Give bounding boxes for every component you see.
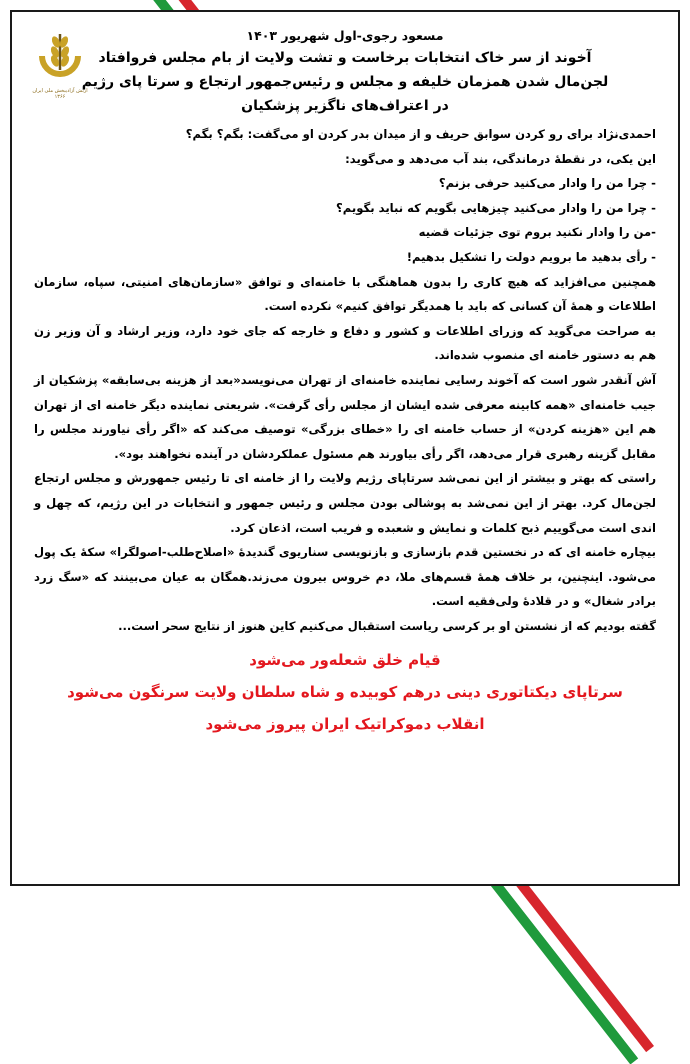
paragraph: راستی که بهتر و بیشتر از این نمی‌شد سرتاپای رژیم ولایت را از خامنه ای تا رئیس جمهورش و مجلس ارتجاع لجن‌مال کرد. بهتر از این نمی‌شد به پوشالی بودن مجلس و رئیس جمهور و انتخابات در این رژیم، که چهل و اندی است می‌گوییم ذبح کلمات و نمایش و شعبده و فریب است، اذعان کرد. [34, 471, 656, 535]
slogan-block [34, 644, 656, 740]
logo-year: ۱۳۶۶ [54, 94, 66, 100]
author-date: مسعود رجوی-اول شهریور ۱۴۰۳ [246, 28, 444, 43]
slogan-3: انقلاب دموکراتیک ایران پیروز می‌شود [205, 715, 485, 734]
quote-line: -من را وادار نکنید بروم توی جزئیات قضیه [418, 225, 656, 240]
paragraph: آش آنقدر شور است که آخوند رسایی نماینده خامنه‌ای از تهران می‌نویسد«بعد از هزینه بی‌سابقه» پزشکیان از جیب خامنه‌ای «همه کابینه معرفی شده ایشان از مجلس رأی گرفت». شریعتی نماینده دیگر خامنه ای از تهران هم این «هزینه کردن» از حساب خامنه ای را «خطای بزرگی» توصیف می‌کند که «اگر رأی نیاورند مجلس را مقابل گزینه رهبری قرار می‌دهد، اگر رأی بیاورند هم مسئول عملکردشان در آینده نخواهند بود». [34, 372, 656, 461]
quote-line: - رأی بدهید ما برویم دولت را تشکیل بدهیم! [406, 249, 656, 264]
quote-line: - چرا من را وادار می‌کنید چیزهایی بگویم که نباید بگویم؟ [336, 200, 656, 215]
article [34, 28, 656, 740]
document-frame [10, 10, 680, 886]
paragraph: همچنین می‌افزاید که هیچ کاری را بدون هماهنگی با خامنه‌ای و توافق «سازمان‌های امنیتی، سپاه، سازمان اطلاعات و همهٔ آن کسانی که باید با همدیگر توافق کنیم» نکرده است. [34, 274, 656, 314]
paragraph: این یکی، در نقطهٔ درماندگی، بند آب می‌دهد و می‌گوید: [345, 151, 656, 166]
quote-line: - چرا من را وادار می‌کنید حرفی بزنم؟ [438, 176, 656, 191]
headline-block [34, 46, 656, 118]
slogan-1: قیام خلق شعله‌ور می‌شود [249, 651, 441, 670]
headline-2: لجن‌مال شدن همزمان خلیفه و مجلس و رئیس‌جمهور ارتجاع و سرتا پای رژیم [81, 74, 609, 90]
paragraph: به صراحت می‌گوید که وزرای اطلاعات و کشور و دفاع و خارجه که جای خود دارد، وزیر ارشاد و آن وزیر زن هم به دستور خامنه ای منصوب شده‌اند. [34, 323, 656, 363]
logo-name: ارتش آزادیبخش ملی ایران [32, 88, 88, 94]
slogan-2: سرتاپای دیکتاتوری دینی درهم کوبیده و شاه سلطان ولایت سرنگون می‌شود [67, 683, 623, 702]
headline-1: آخوند از سر خاک انتخابات برخاست و تشت ولایت از بام مجلس فروافتاد [98, 50, 592, 66]
paragraph: بیچاره خامنه ای که در نخستین قدم بازسازی و بازنویسی سناریوی گندیدهٔ «اصلاح‌طلب-اصولگرا» سکهٔ یک پول می‌شود. اینچنین، بر خلاف همهٔ قسم‌های ملا، دم خروس بیرون می‌زند.همگان به عیان می‌بینند که «سگ زرد برادر شغال» و در قلادهٔ ولی‌فقیه است. [34, 545, 656, 609]
headline-3: در اعتراف‌های ناگزیر پزشکیان [241, 98, 449, 114]
paragraph: گفته بودیم که از نشستن او بر کرسی ریاست استقبال می‌کنیم کاین هنوز از نتایج سحر است... [118, 618, 656, 633]
paragraph: احمدی‌نژاد برای رو کردن سوابق حریف و از میدان بدر کردن او می‌گفت: بگم؟ بگم؟ [185, 127, 656, 141]
